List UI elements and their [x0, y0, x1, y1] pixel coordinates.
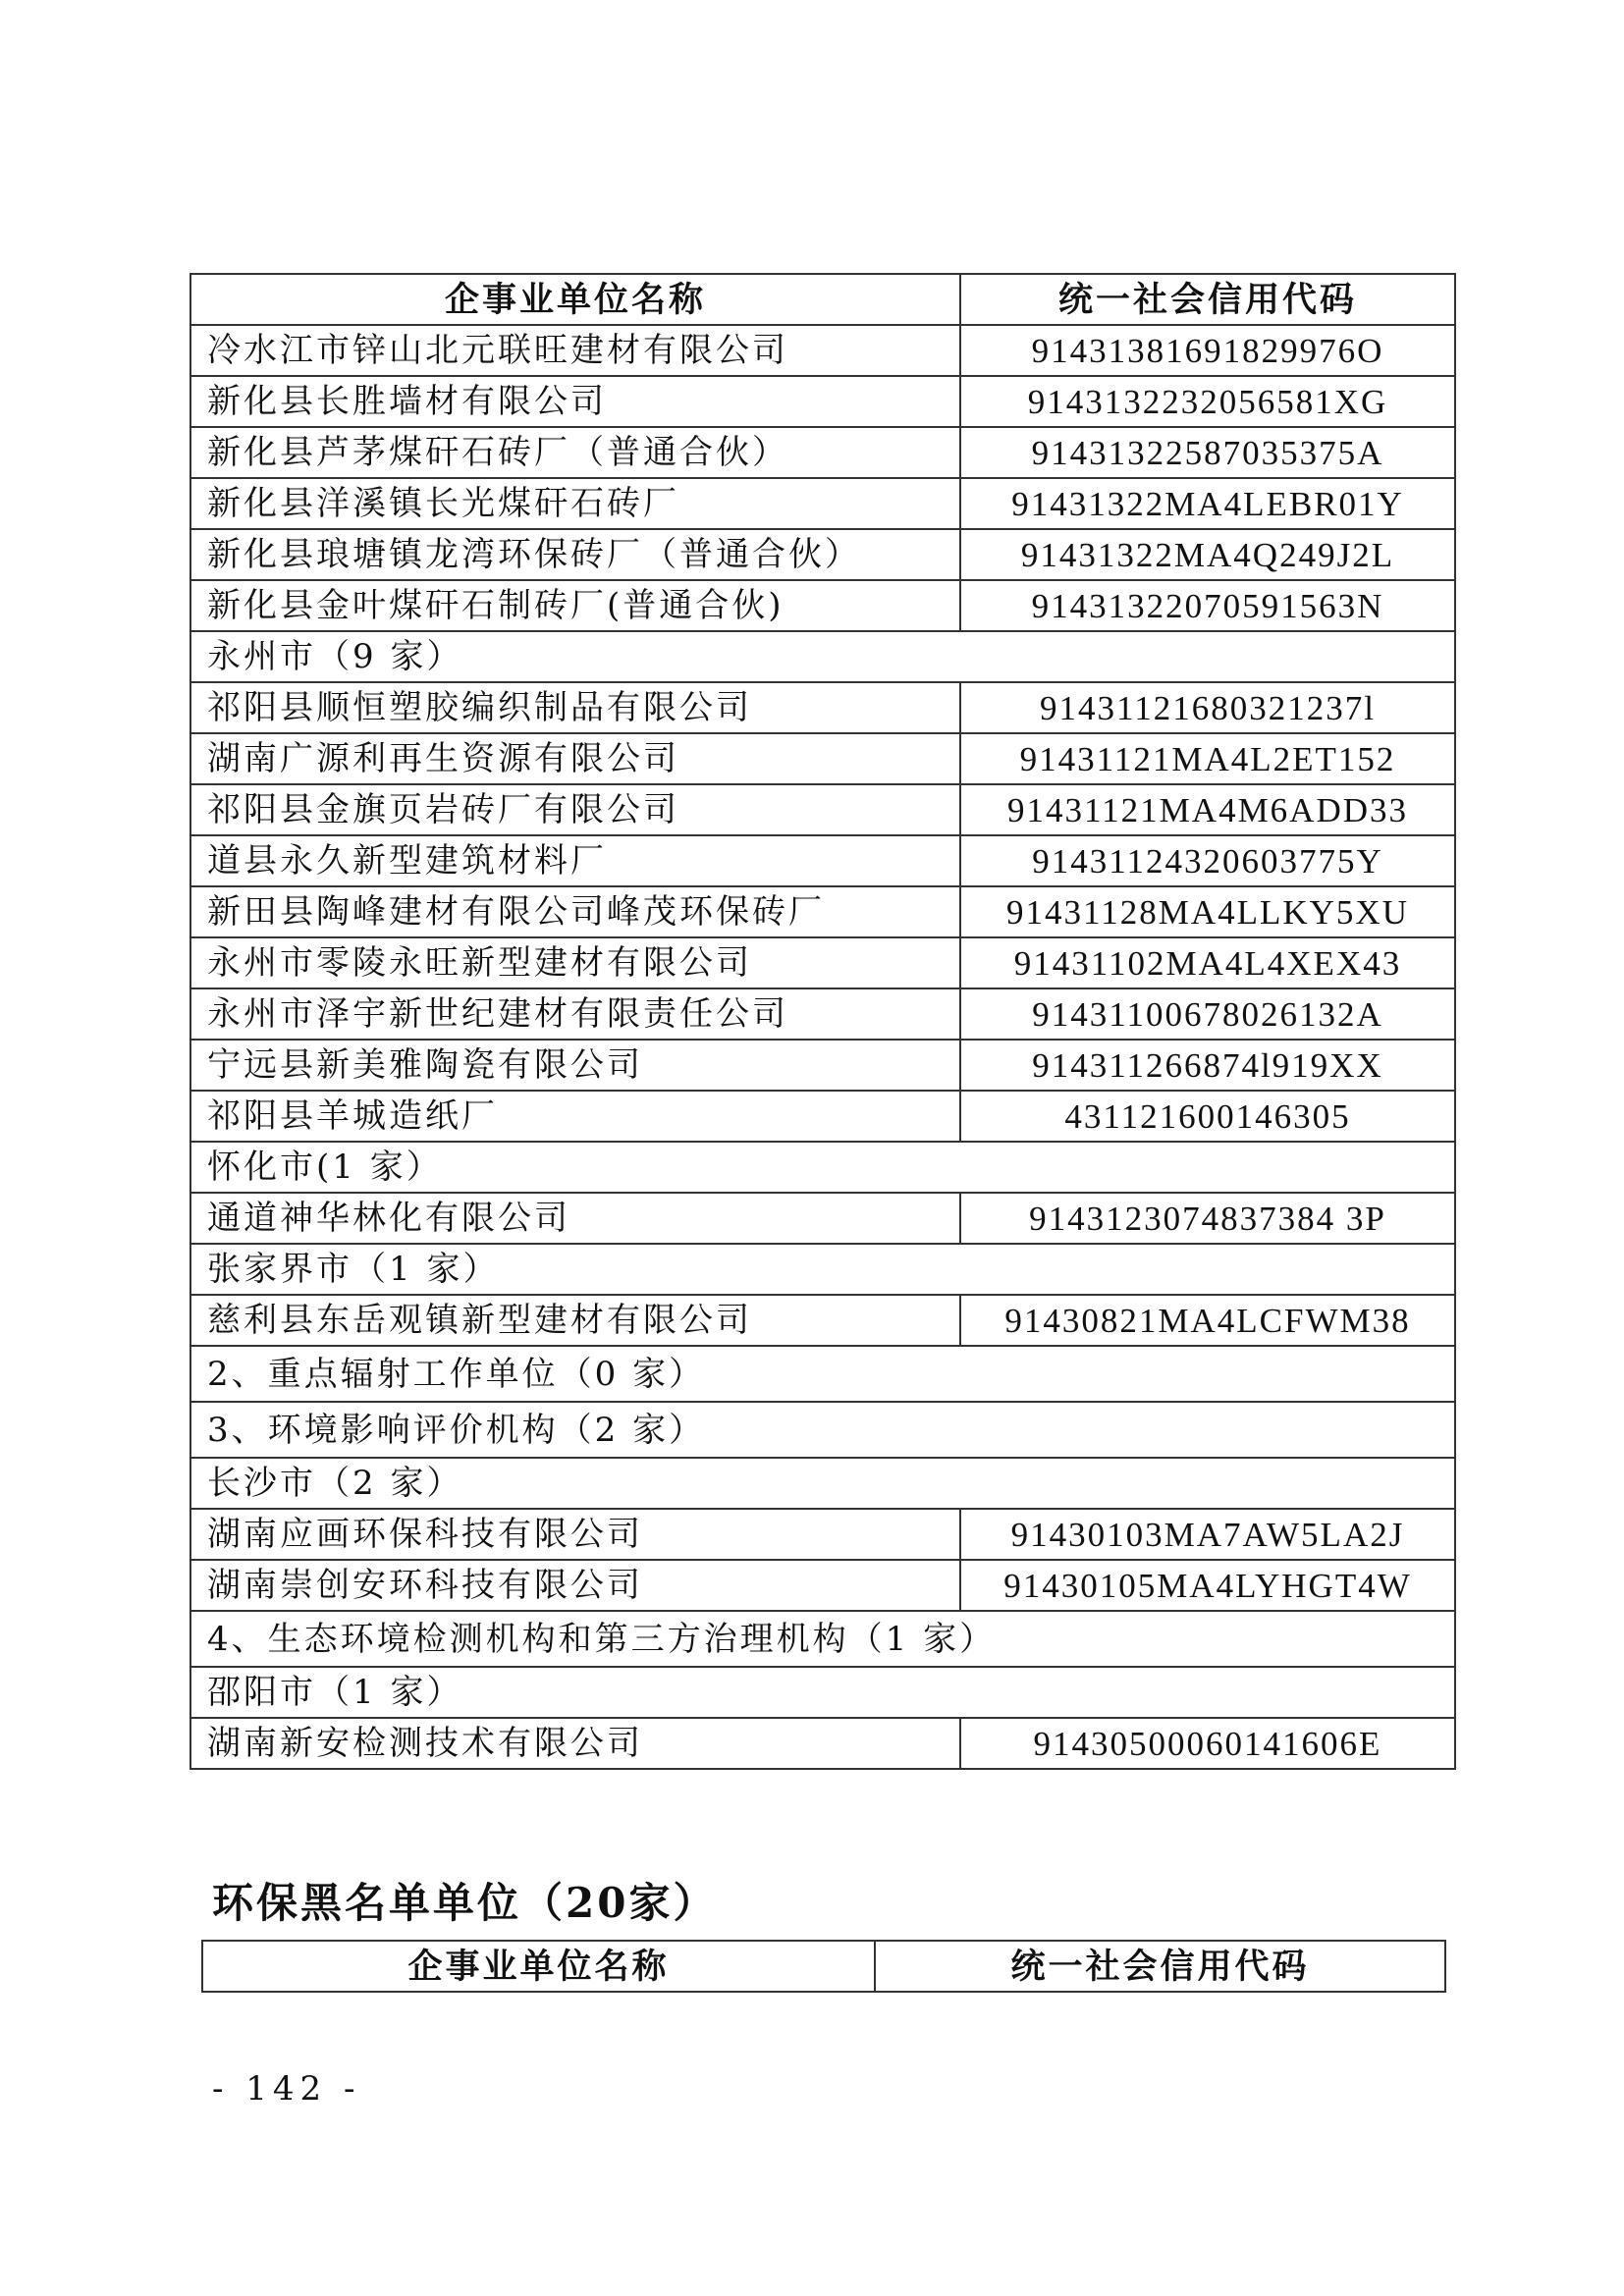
credit-code: 91431102MA4L4XEX43 [960, 937, 1455, 988]
table-row [190, 1718, 1455, 1769]
credit-code: 91430500060141606E [960, 1718, 1455, 1769]
enterprise-name: 新化县金叶煤矸石制砖厂(普通合伙) [190, 580, 960, 631]
table-row [190, 376, 1455, 427]
section-header-row [190, 1346, 1455, 1402]
table-row [190, 784, 1455, 835]
credit-code: 91430103MA7AW5LA2J [960, 1509, 1455, 1560]
table-row [190, 886, 1455, 937]
enterprise-name: 新化县洋溪镇长光煤矸石砖厂 [190, 478, 960, 529]
blacklist-table [201, 1940, 1446, 1993]
enterprise-name: 湖南应画环保科技有限公司 [190, 1509, 960, 1560]
section-header-row [190, 1142, 1455, 1193]
credit-code: 91431381691829976O [960, 325, 1455, 376]
enterprise-name: 湖南广源利再生资源有限公司 [190, 733, 960, 784]
enterprise-name: 道县永久新型建筑材料厂 [190, 835, 960, 886]
credit-code: 91431121MA4M6ADD33 [960, 784, 1455, 835]
section-label: 2、重点辐射工作单位（0 家） [190, 1346, 1455, 1402]
section-header-row [190, 1402, 1455, 1458]
table-row [190, 1193, 1455, 1244]
table-row [190, 835, 1455, 886]
enterprise-name: 祁阳县顺恒塑胶编织制品有限公司 [190, 682, 960, 733]
table-row [190, 1509, 1455, 1560]
enterprise-name: 永州市零陵永旺新型建材有限公司 [190, 937, 960, 988]
enterprise-name: 通道神华林化有限公司 [190, 1193, 960, 1244]
section-header-row [190, 1667, 1455, 1718]
table-row [190, 1295, 1455, 1346]
enterprise-name: 新化县琅塘镇龙湾环保砖厂（普通合伙） [190, 529, 960, 580]
enterprise-credit-table [189, 273, 1456, 1770]
column-header-name: 企事业单位名称 [190, 274, 960, 325]
credit-code: 914311266874l919XX [960, 1040, 1455, 1091]
credit-code: 91431121MA4L2ET152 [960, 733, 1455, 784]
section-header-row [190, 631, 1455, 682]
credit-code: 91431322MA4Q249J2L [960, 529, 1455, 580]
enterprise-name: 永州市泽宇新世纪建材有限责任公司 [190, 988, 960, 1040]
credit-code: 91431128MA4LLKY5XU [960, 886, 1455, 937]
section-header-row [190, 1458, 1455, 1509]
section-label: 长沙市（2 家） [190, 1458, 1455, 1509]
enterprise-name: 湖南崇创安环科技有限公司 [190, 1560, 960, 1611]
enterprise-name: 慈利县东岳观镇新型建材有限公司 [190, 1295, 960, 1346]
table-row [190, 937, 1455, 988]
section-label: 邵阳市（1 家） [190, 1667, 1455, 1718]
section-label: 3、环境影响评价机构（2 家） [190, 1402, 1455, 1458]
enterprise-name: 冷水江市锌山北元联旺建材有限公司 [190, 325, 960, 376]
table-row [190, 1040, 1455, 1091]
enterprise-name: 祁阳县金旗页岩砖厂有限公司 [190, 784, 960, 835]
enterprise-name: 祁阳县羊城造纸厂 [190, 1091, 960, 1142]
column-header-name: 企事业单位名称 [202, 1941, 875, 1992]
table-row [190, 478, 1455, 529]
section-label: 怀化市(1 家） [190, 1142, 1455, 1193]
table-row [190, 733, 1455, 784]
table-header-row [202, 1941, 1445, 1992]
blacklist-section-title: 环保黑名单单位（20家） [212, 1879, 718, 1927]
credit-code: 9143123074837384 3P [960, 1193, 1455, 1244]
section-header-row [190, 1244, 1455, 1295]
table-row [190, 325, 1455, 376]
table-row [190, 682, 1455, 733]
table-row [190, 1091, 1455, 1142]
table-row [190, 529, 1455, 580]
table-row [190, 580, 1455, 631]
credit-code: 91430105MA4LYHGT4W [960, 1560, 1455, 1611]
credit-code: 431121600146305 [960, 1091, 1455, 1142]
enterprise-name: 新化县芦茅煤矸石砖厂（普通合伙） [190, 427, 960, 478]
table-header-row [190, 274, 1455, 325]
credit-code: 91431100678026132A [960, 988, 1455, 1040]
table-row [190, 988, 1455, 1040]
credit-code: 91430821MA4LCFWM38 [960, 1295, 1455, 1346]
enterprise-name: 宁远县新美雅陶瓷有限公司 [190, 1040, 960, 1091]
credit-code: 91431322587035375A [960, 427, 1455, 478]
section-label: 永州市（9 家） [190, 631, 1455, 682]
table-row [190, 1560, 1455, 1611]
page-number: - 142 - [212, 2069, 361, 2109]
enterprise-name: 湖南新安检测技术有限公司 [190, 1718, 960, 1769]
section-label: 4、生态环境检测机构和第三方治理机构（1 家） [190, 1611, 1455, 1667]
table-row [190, 427, 1455, 478]
credit-code: 91431322070591563N [960, 580, 1455, 631]
column-header-credit-code: 统一社会信用代码 [875, 1941, 1445, 1992]
column-header-credit-code: 统一社会信用代码 [960, 274, 1455, 325]
enterprise-name: 新化县长胜墙材有限公司 [190, 376, 960, 427]
credit-code: 9143132232056581XG [960, 376, 1455, 427]
section-header-row [190, 1611, 1455, 1667]
credit-code: 91431121680321237l [960, 682, 1455, 733]
enterprise-name: 新田县陶峰建材有限公司峰茂环保砖厂 [190, 886, 960, 937]
section-label: 张家界市（1 家） [190, 1244, 1455, 1295]
credit-code: 91431322MA4LEBR01Y [960, 478, 1455, 529]
credit-code: 91431124320603775Y [960, 835, 1455, 886]
